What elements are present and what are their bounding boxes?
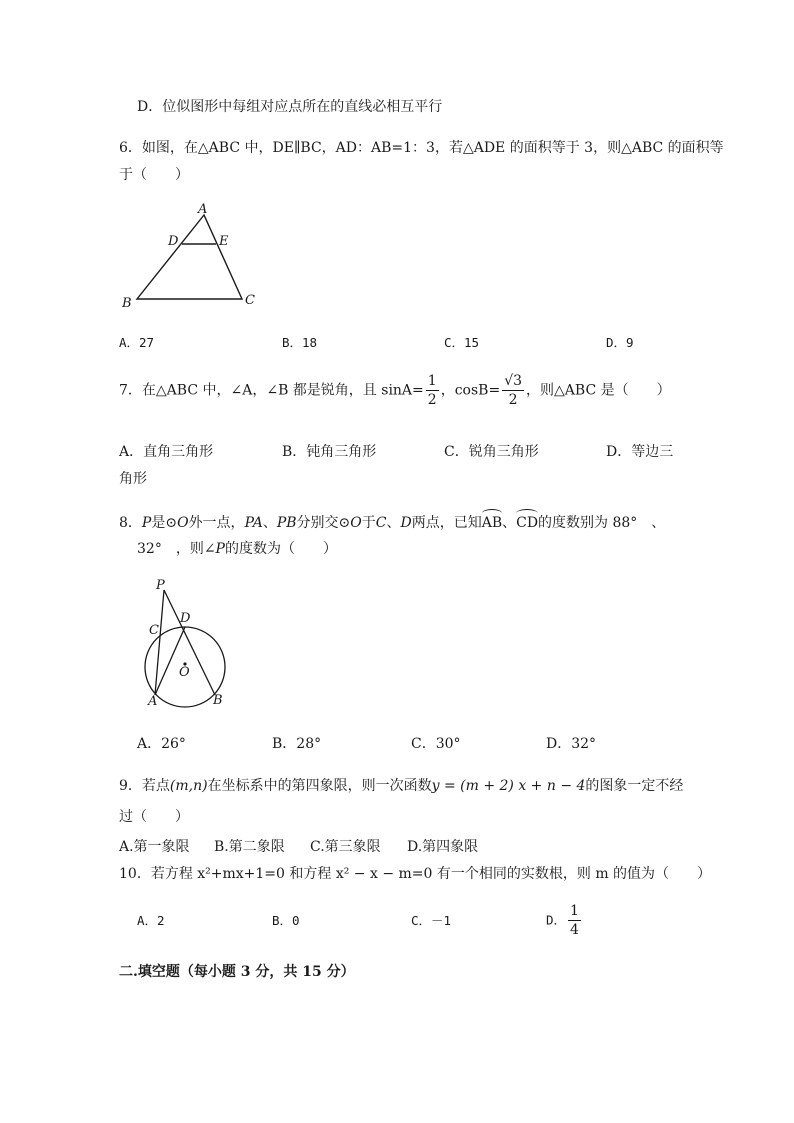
q6-text-line2: 于（ ） <box>119 167 189 183</box>
q9-function: y = (m + 2) x + n − 4 <box>431 778 586 794</box>
q9-text-line1: 9．若点(m,n)在坐标系中的第四象限，则一次函数y = (m + 2) x + n − 4的图象一定不经 <box>119 778 684 794</box>
q5-option-d: D．位似图形中每组对应点所在的直线必相互平行 <box>137 99 443 115</box>
q7-option-d: D．等边三 <box>606 444 674 460</box>
label-d: D <box>180 611 191 626</box>
q7-option-b: B．钝角三角形 <box>282 444 377 460</box>
q7-option-a: A．直角三角形 <box>119 444 214 460</box>
q9-option-d: D.第四象限 <box>407 839 479 855</box>
q8-option-b: B．28° <box>272 736 322 752</box>
q8-option-c: C．30° <box>411 736 461 752</box>
q8-text-line2: 32° ，则∠P的度数为（ ） <box>137 541 337 557</box>
q7-question <box>119 372 671 409</box>
q6-option-a: A．27 <box>119 335 155 350</box>
label-d: D <box>168 234 179 249</box>
q6-option-c: C．15 <box>444 335 480 350</box>
arc-cd: CD <box>516 509 538 531</box>
q6-triangle-figure <box>112 198 272 313</box>
q8-text-line1: 8．P是⊙O外一点，PA、PB分别交⊙O于C、D两点，已知AB、CD的度数别为 88° 、 <box>119 509 665 532</box>
q10-text: 10．若方程 x²+mx+1=0 和方程 x² − x − m=0 有一个相同的实数根，则 m 的值为（ ） <box>119 866 712 882</box>
label-c: C <box>245 293 255 308</box>
label-b: B <box>213 693 223 708</box>
q7-option-c: C．锐角三角形 <box>444 444 539 460</box>
q6-option-b: B．18 <box>282 335 318 350</box>
q7-cos-fraction: $\frac{√3}{2}$ <box>504 373 523 408</box>
q9-point: (m,n) <box>169 778 208 794</box>
label-b: B <box>122 296 132 311</box>
q6-option-d: D．9 <box>606 335 634 350</box>
q7-sin-fraction: $\frac{1}{2}$ <box>427 373 437 408</box>
q7-suffix: ，则△ABC 是（ ） <box>526 382 671 399</box>
q9-option-a: A.第一象限 <box>119 839 190 855</box>
q9-text-line2: 过（ ） <box>119 809 189 825</box>
q7-option-d-wrap: 角形 <box>119 471 147 487</box>
label-e: E <box>219 234 229 249</box>
q10-option-b: B．0 <box>272 913 300 928</box>
q10-option-d: D． $\frac{1}{4}$ <box>546 903 579 938</box>
q8-option-d: D．32° <box>546 736 597 752</box>
q9-option-b: B.第二象限 <box>214 839 285 855</box>
q7-mid: ，cosB= <box>440 382 501 399</box>
arc-ab: AB <box>482 509 502 531</box>
label-p: P <box>156 578 165 593</box>
label-a: A <box>148 694 158 709</box>
q8-option-a: A．26° <box>137 736 186 752</box>
label-a: A <box>198 202 208 217</box>
label-c: C <box>149 623 159 638</box>
q10-option-a: A．2 <box>137 913 165 928</box>
q10-d-fraction: $\frac{1}{4}$ <box>570 903 579 938</box>
q7-prefix: 7．在△ABC 中，∠A，∠B 都是锐角，且 sinA= <box>119 382 424 399</box>
q8-circle-figure <box>136 576 236 710</box>
q9-option-c: C.第三象限 <box>310 839 381 855</box>
q6-text-line1: 6．如图，在△ABC 中，DE∥BC，AD：AB=1：3，若△ADE 的面积等于 3，则△ABC 的面积等 <box>119 140 724 156</box>
triangle-abc <box>137 215 242 299</box>
q10-option-c: C．－1 <box>411 913 452 928</box>
label-o: O <box>179 665 190 680</box>
section-2-heading: 二.填空题（每小题 3 分，共 15 分） <box>119 964 355 980</box>
